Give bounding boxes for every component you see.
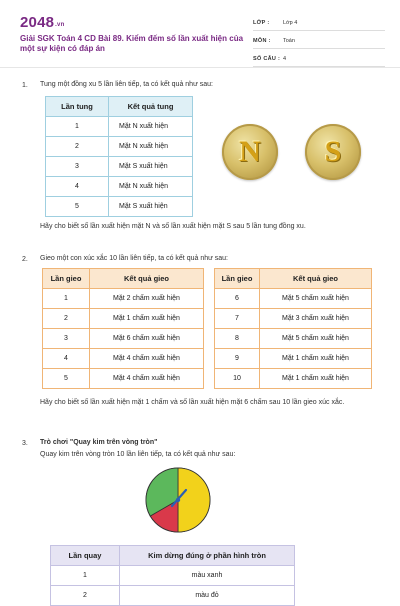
question-2-prompt: Gieo một con xúc xắc 10 lần liên tiếp, ta có kết quả như sau: bbox=[40, 255, 228, 262]
question-3-prompt: Quay kim trên vòng tròn 10 lần liên tiếp, ta có kết quả như sau: bbox=[40, 451, 236, 458]
col-header-roll: Lần gieo bbox=[43, 269, 90, 289]
question-3-number: 3. bbox=[22, 440, 28, 447]
meta-info bbox=[253, 15, 385, 69]
table-row: 7 Mặt 3 chấm xuất hiện bbox=[215, 309, 372, 329]
spinner-wheel bbox=[144, 466, 212, 534]
question-1-ask: Hãy cho biết số lần xuất hiện mặt N và số lần xuất hiện mặt S sau 5 lần tung đồng xu. bbox=[40, 223, 306, 230]
table-row: 10 Mặt 1 chấm xuất hiện bbox=[215, 369, 372, 389]
table-row: 8 Mặt 5 chấm xuất hiện bbox=[215, 329, 372, 349]
spinner-pivot bbox=[176, 498, 180, 502]
table-row: 1 Mặt N xuất hiện bbox=[46, 117, 193, 137]
dice-table-left bbox=[42, 268, 204, 389]
table-row: 2 Mặt 1 chấm xuất hiện bbox=[43, 309, 204, 329]
table-row: 1 màu xanh bbox=[51, 566, 295, 586]
table-row: 6 Mặt 5 chấm xuất hiện bbox=[215, 289, 372, 309]
dice-table-right bbox=[214, 268, 372, 389]
col-header-roll: Lần gieo bbox=[215, 269, 260, 289]
question-2-number: 2. bbox=[22, 256, 28, 263]
table-row: 1 Mặt 2 chấm xuất hiện bbox=[43, 289, 204, 309]
col-header-roll-result: Kết quả gieo bbox=[260, 269, 372, 289]
coin-toss-table bbox=[45, 96, 193, 217]
question-3-title: Trò chơi "Quay kim trên vòng tròn" bbox=[40, 439, 158, 446]
table-row: 5 Mặt S xuất hiện bbox=[46, 197, 193, 217]
table-row: 9 Mặt 1 chấm xuất hiện bbox=[215, 349, 372, 369]
coin-n-image: N bbox=[222, 124, 278, 180]
table-row: 2 màu đỏ bbox=[51, 586, 295, 606]
header-divider bbox=[0, 67, 400, 68]
table-row: 4 Mặt N xuất hiện bbox=[46, 177, 193, 197]
table-row: 2 Mặt N xuất hiện bbox=[46, 137, 193, 157]
meta-row-count: SỐ CÂU : 4 bbox=[253, 51, 385, 67]
table-row: 4 Mặt 4 chấm xuất hiện bbox=[43, 349, 204, 369]
question-2-ask: Hãy cho biết số lần xuất hiện mặt 1 chấm và số lần xuất hiện mặt 6 chấm sau 10 lần gieo xúc xắc. bbox=[40, 399, 345, 406]
col-header-toss: Lần tung bbox=[46, 97, 109, 117]
document-title: Giải SGK Toán 4 CD Bài 89. Kiểm đếm số lần xuất hiện của một sự kiện có đáp án bbox=[20, 34, 244, 53]
table-row: 5 Mặt 4 chấm xuất hiện bbox=[43, 369, 204, 389]
site-logo[interactable]: $2048_{.vn}$ bbox=[20, 14, 65, 31]
spin-table bbox=[50, 545, 295, 606]
question-1-prompt: Tung một đồng xu 5 lần liên tiếp, ta có kết quả như sau: bbox=[40, 81, 213, 88]
col-header-spin-result: Kim dừng đúng ở phần hình tròn bbox=[120, 546, 295, 566]
meta-row-class: LỚP : Lớp 4 bbox=[253, 15, 385, 31]
meta-row-subject: MÔN : Toán bbox=[253, 33, 385, 49]
coin-s-image: S bbox=[305, 124, 361, 180]
table-row: 3 Mặt 6 chấm xuất hiện bbox=[43, 329, 204, 349]
col-header-result: Kết quả tung bbox=[109, 97, 193, 117]
wheel-yellow-section bbox=[178, 468, 210, 532]
col-header-spin: Lần quay bbox=[51, 546, 120, 566]
question-1-number: 1. bbox=[22, 82, 28, 89]
table-row: 3 Mặt S xuất hiện bbox=[46, 157, 193, 177]
col-header-roll-result: Kết quả gieo bbox=[90, 269, 204, 289]
